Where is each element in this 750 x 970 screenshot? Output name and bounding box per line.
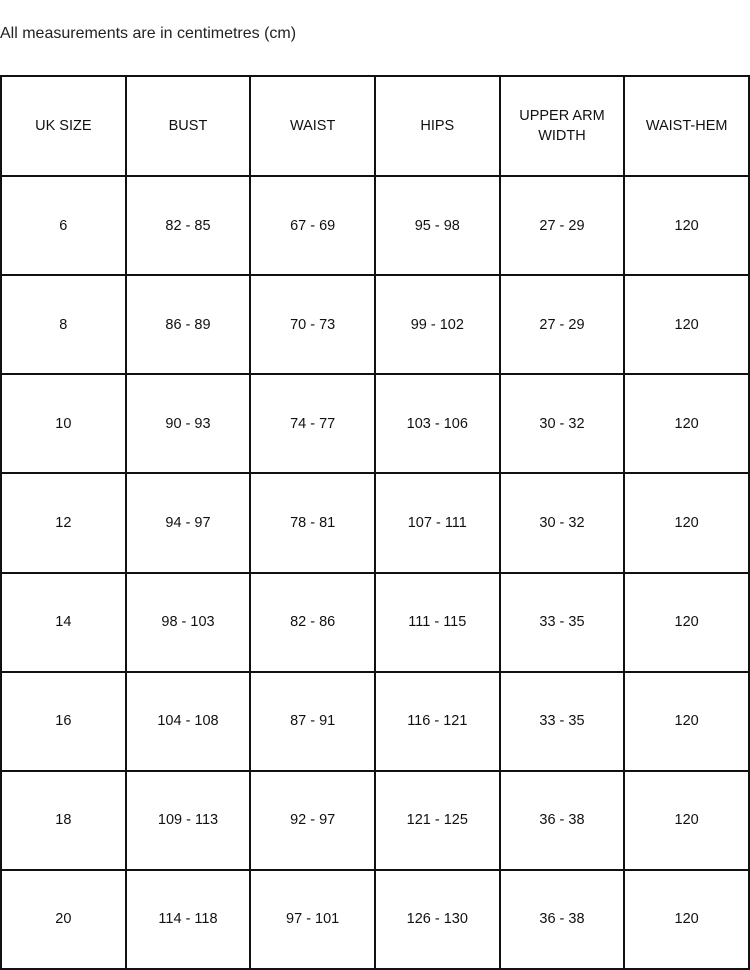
measurement-unit-note: All measurements are in centimetres (cm) <box>0 25 297 42</box>
cell-waist-hem: 120 <box>624 573 749 672</box>
cell-hips: 121 - 125 <box>375 771 500 870</box>
table-row <box>1 771 749 870</box>
cell-waist: 92 - 97 <box>250 771 375 870</box>
cell-upper-arm-width: 30 - 32 <box>500 374 625 473</box>
cell-hips: 95 - 98 <box>375 176 500 275</box>
cell-bust: 90 - 93 <box>126 374 251 473</box>
table-header <box>1 76 749 176</box>
cell-uk-size: 20 <box>1 870 126 969</box>
cell-waist: 70 - 73 <box>250 275 375 374</box>
cell-waist: 97 - 101 <box>250 870 375 969</box>
column-header-upper-arm-width: UPPER ARM WIDTH <box>500 76 625 176</box>
column-header-hips: HIPS <box>375 76 500 176</box>
cell-waist-hem: 120 <box>624 870 749 969</box>
cell-hips: 111 - 115 <box>375 573 500 672</box>
cell-uk-size: 6 <box>1 176 126 275</box>
table-row <box>1 870 749 969</box>
cell-bust: 104 - 108 <box>126 672 251 771</box>
cell-waist-hem: 120 <box>624 176 749 275</box>
column-header-uk-size: UK SIZE <box>1 76 126 176</box>
cell-upper-arm-width: 27 - 29 <box>500 275 625 374</box>
cell-uk-size: 10 <box>1 374 126 473</box>
cell-waist-hem: 120 <box>624 473 749 572</box>
column-header-bust: BUST <box>126 76 251 176</box>
cell-bust: 109 - 113 <box>126 771 251 870</box>
column-header-waist-hem: WAIST-HEM <box>624 76 749 176</box>
table-row <box>1 672 749 771</box>
cell-bust: 86 - 89 <box>126 275 251 374</box>
cell-uk-size: 16 <box>1 672 126 771</box>
cell-hips: 103 - 106 <box>375 374 500 473</box>
cell-waist-hem: 120 <box>624 374 749 473</box>
cell-bust: 94 - 97 <box>126 473 251 572</box>
cell-hips: 99 - 102 <box>375 275 500 374</box>
header-row <box>1 76 749 176</box>
cell-waist: 82 - 86 <box>250 573 375 672</box>
cell-uk-size: 18 <box>1 771 126 870</box>
cell-bust: 82 - 85 <box>126 176 251 275</box>
cell-upper-arm-width: 30 - 32 <box>500 473 625 572</box>
cell-waist: 78 - 81 <box>250 473 375 572</box>
cell-hips: 107 - 111 <box>375 473 500 572</box>
cell-waist: 74 - 77 <box>250 374 375 473</box>
cell-bust: 114 - 118 <box>126 870 251 969</box>
cell-upper-arm-width: 33 - 35 <box>500 573 625 672</box>
cell-upper-arm-width: 36 - 38 <box>500 870 625 969</box>
table-row <box>1 374 749 473</box>
cell-waist-hem: 120 <box>624 275 749 374</box>
table-row <box>1 473 749 572</box>
column-header-waist: WAIST <box>250 76 375 176</box>
cell-bust: 98 - 103 <box>126 573 251 672</box>
table-row <box>1 275 749 374</box>
cell-waist: 87 - 91 <box>250 672 375 771</box>
cell-uk-size: 14 <box>1 573 126 672</box>
cell-upper-arm-width: 36 - 38 <box>500 771 625 870</box>
cell-hips: 116 - 121 <box>375 672 500 771</box>
cell-waist-hem: 120 <box>624 771 749 870</box>
cell-upper-arm-width: 27 - 29 <box>500 176 625 275</box>
cell-uk-size: 8 <box>1 275 126 374</box>
cell-waist-hem: 120 <box>624 672 749 771</box>
size-chart-table <box>0 75 750 970</box>
cell-upper-arm-width: 33 - 35 <box>500 672 625 771</box>
cell-uk-size: 12 <box>1 473 126 572</box>
table-body <box>1 176 749 969</box>
cell-waist: 67 - 69 <box>250 176 375 275</box>
table-row <box>1 573 749 672</box>
table-row <box>1 176 749 275</box>
cell-hips: 126 - 130 <box>375 870 500 969</box>
